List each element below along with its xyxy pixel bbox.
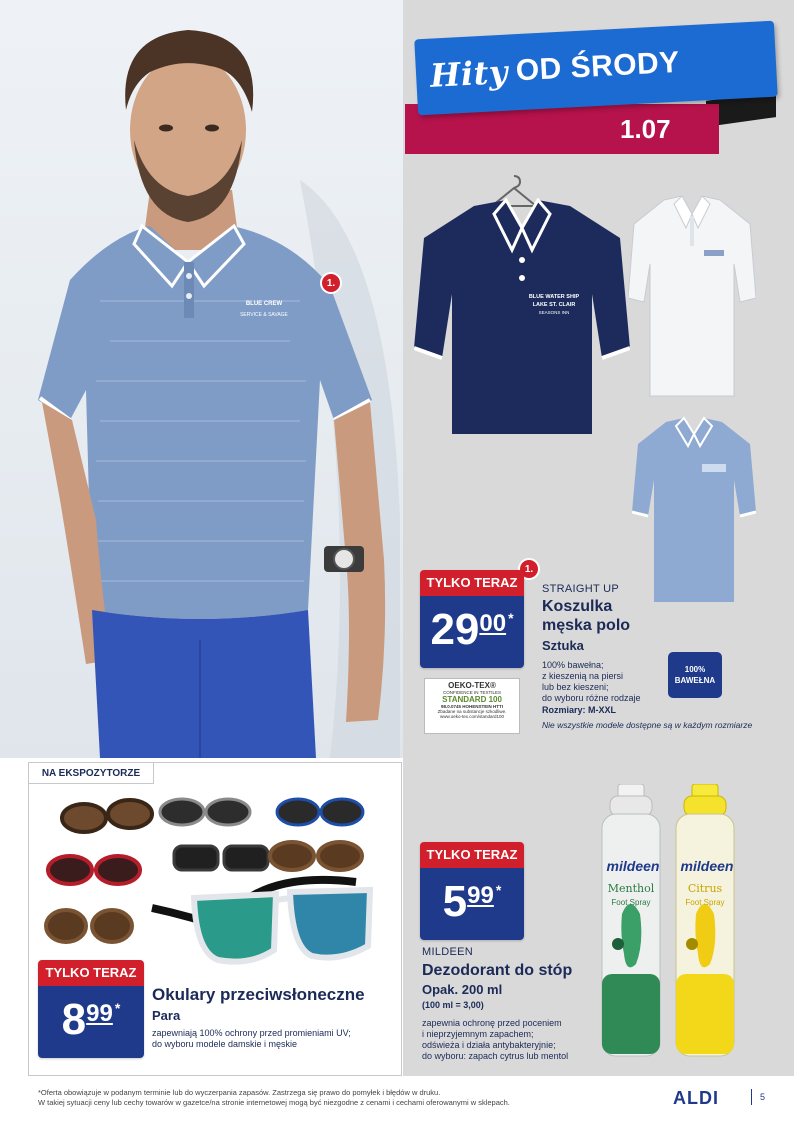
cotton-badge — [668, 652, 722, 698]
polo-desc-line: 100% bawełna; — [542, 660, 604, 670]
polo-price-cents: 00 — [479, 610, 507, 637]
polo-price-main: 29 — [430, 605, 480, 654]
display-stand-label: NA EKSPOZYTORZE — [28, 762, 154, 784]
footer-disclaimer — [38, 1088, 598, 1108]
polo-price-star: * — [508, 610, 514, 626]
polo-name-line1: Koszulka — [542, 598, 613, 615]
menthol-can-brand: mildeen — [606, 858, 660, 874]
oeko-line1: OEKO-TEX® — [448, 681, 496, 690]
deo-price-star: * — [495, 882, 502, 898]
sunglasses-price-main: 8 — [61, 995, 87, 1044]
citrus-can-scent: Citrus — [687, 882, 723, 895]
sunglasses-price-star: * — [114, 1000, 121, 1016]
navy-print-line-3: SEASONS INN — [538, 310, 570, 315]
sunglasses-price-tag — [38, 960, 144, 1058]
polo-price-label: TYLKO TERAZ — [420, 570, 524, 596]
model-illustration — [0, 0, 403, 758]
sunglasses-unit: Para — [152, 1008, 181, 1023]
deo-price-tag — [420, 842, 524, 940]
aldi-logo: ALDI — [673, 1088, 719, 1108]
deo-desc-line: i nieprzyjemnym zapachem; — [422, 1029, 534, 1039]
polo-sizes: Rozmiary: M-XXL — [542, 705, 617, 715]
sunglasses-desc-line: do wyboru modele damskie i męskie — [152, 1039, 298, 1049]
menthol-spray-can — [596, 784, 666, 1060]
sunglasses-price-cents: 99 — [86, 1000, 113, 1027]
polo-name-line2: męska polo — [542, 617, 631, 634]
menthol-can-type: Foot Spray — [611, 898, 651, 907]
oeko-line6: www.oeko-tex.com/standard100 — [439, 714, 505, 719]
polo-description — [542, 660, 641, 704]
banner-date: 1.07 — [620, 113, 671, 144]
deo-name: Dezodorant do stóp — [422, 962, 573, 979]
menthol-can-scent: Menthol — [607, 882, 655, 895]
deo-unit-price: (100 ml = 3,00) — [422, 1000, 484, 1010]
deo-desc-line: zapewnia ochronę przed poceniem — [422, 1018, 562, 1028]
navy-print-line-1: BLUE WATER SHIP — [528, 294, 580, 300]
navy-polo-image — [414, 198, 630, 438]
cotton-badge-line2: BAWEŁNA — [674, 676, 716, 685]
polo-price-tag — [420, 570, 524, 668]
mirrored-sunglasses-image — [190, 880, 380, 970]
deo-unit: Opak. 200 ml — [422, 982, 503, 997]
sunglasses-price-label: TYLKO TERAZ — [38, 960, 144, 986]
banner-rest: OD ŚRODY — [514, 45, 681, 88]
page-number: 5 — [760, 1092, 766, 1102]
model-badge-1: 1. — [320, 272, 342, 294]
model-photo — [0, 0, 403, 758]
polo-size-note: Nie wszystkie modele dostępne są w każdym rozmiarze — [542, 720, 753, 730]
citrus-can-brand: mildeen — [680, 858, 734, 874]
deo-price-main: 5 — [442, 877, 468, 926]
deo-price-cents: 99 — [467, 882, 494, 909]
oeko-line3: STANDARD 100 — [442, 695, 502, 704]
polo-desc-line: lub bez kieszeni; — [542, 682, 609, 692]
deo-desc-line: do wyboru: zapach cytrus lub mentol — [422, 1051, 569, 1061]
model-print-line-1: BLUE CREW — [245, 301, 283, 307]
polo-desc-line: z kieszenią na piersi — [542, 671, 624, 681]
polo-badge-1: 1. — [518, 558, 540, 580]
oeko-line4: 98.0.0745 HOHENSTEIN HTTI — [440, 704, 504, 709]
polo-desc-line: do wyboru różne rodzaje — [542, 693, 641, 703]
deo-price-label: TYLKO TERAZ — [420, 842, 524, 868]
citrus-spray-can — [670, 784, 740, 1060]
cotton-badge-line1: 100% — [684, 665, 706, 674]
lightblue-polo-image — [632, 416, 756, 606]
sunglasses-description — [152, 1028, 351, 1050]
model-print-line-2: SERVICE & SAVAGE — [240, 312, 288, 318]
navy-print-line-2: LAKE ST. CLAIR — [532, 302, 576, 308]
polo-brand: STRAIGHT UP — [542, 583, 620, 595]
deo-description — [422, 1018, 568, 1062]
oeko-tex-label — [424, 678, 520, 734]
sunglasses-desc-line: zapewniają 100% ochrony przed promieniami UV; — [152, 1028, 351, 1038]
oeko-line5: Zbadane na substancje szkodliwe. — [437, 709, 507, 714]
deo-brand: MILDEEN — [422, 946, 473, 958]
banner-hity-word: Hity — [429, 52, 509, 95]
sunglasses-name: Okulary przeciwsłoneczne — [152, 985, 365, 1004]
polo-unit: Sztuka — [542, 638, 584, 653]
citrus-can-type: Foot Spray — [685, 898, 725, 907]
footer-line-1: *Oferta obowiązuje w podanym terminie lub do wyczerpania zapasów. Zastrzega się prawo do pomyłek i błędów w druku. — [38, 1088, 441, 1097]
white-polo-image — [628, 194, 756, 400]
oeko-line2: CONFIDENCE IN TEXTILES — [443, 690, 501, 695]
footer-separator — [751, 1089, 752, 1105]
sunglasses-pair — [62, 800, 152, 832]
deo-desc-line: odświeża i działa antybakteryjnie; — [422, 1040, 556, 1050]
footer-line-2: W takiej sytuacji ceny lub cechy towarów w gazetce/na stronie internetowej mogą być niezgodne z cenami i cechami oferowanymi w sklepach. — [38, 1098, 510, 1107]
